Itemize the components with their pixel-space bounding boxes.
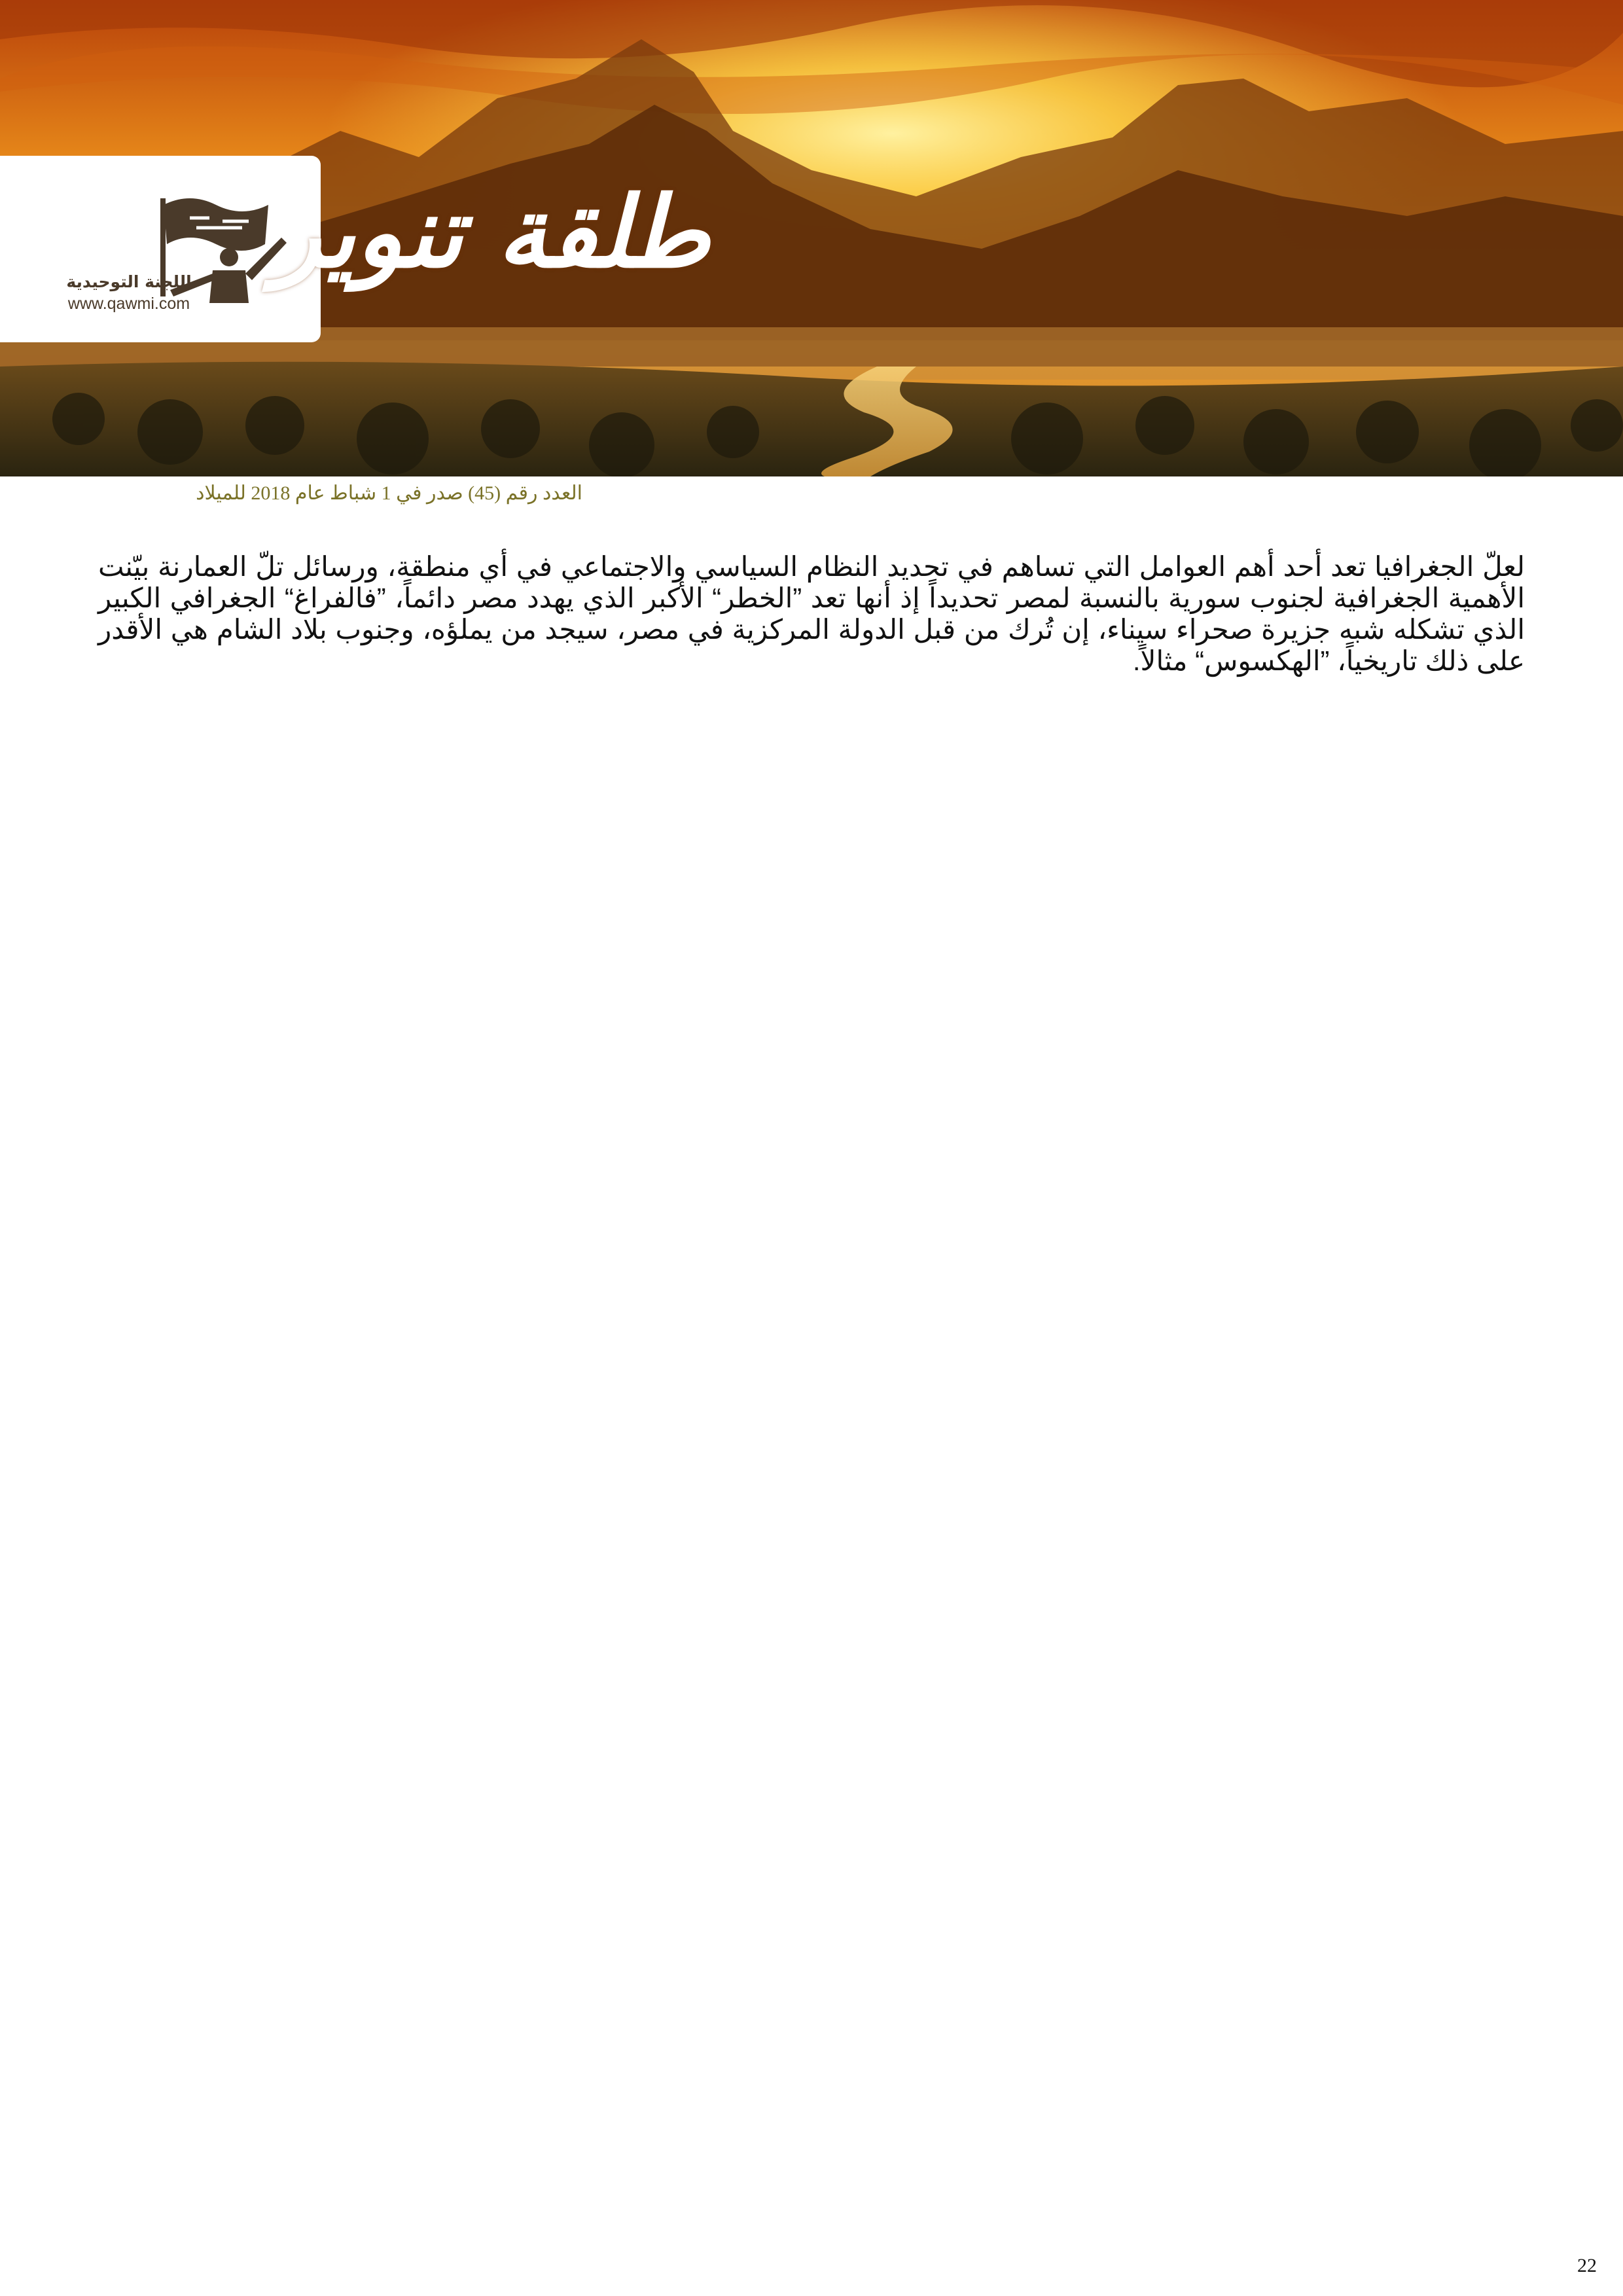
logo-url: www.qawmi.com xyxy=(67,295,190,313)
publisher-logo xyxy=(0,156,321,342)
issue-info: العدد رقم (45) صدر في 1 شباط عام 2018 للميلاد xyxy=(196,482,582,504)
page-number: 22 xyxy=(1577,2255,1597,2276)
logo-name: اللجنة التوحيدية xyxy=(66,272,192,291)
masthead-banner xyxy=(0,0,1623,476)
article-paragraph: لعلّ الجغرافيا تعد أحد أهم العوامل التي تساهم في تحديد النظام السياسي والاجتماعي في أي منطقة، ورسائل تلّ العمارنة بيّنت الأهمية الجغرافية لجنوب سورية بالنسبة لمصر تحديداً إذ أنها تعد ”الخطر“ الأكبر الذي يهدد مصر دائماً، ”فالفراغ“ الجغرافي الكبير الذي تشكله شبه جزيرة صحراء سيناء، إن تُرك من قبل الدولة المركزية في مصر، سيجد من يملؤه، وجنوب بلاد الشام هي الأقدر على ذلك تاريخياً، ”الهكسوس“ مثالاً. xyxy=(98,551,1525,676)
masthead-title: طلقة تنوير xyxy=(274,175,710,290)
